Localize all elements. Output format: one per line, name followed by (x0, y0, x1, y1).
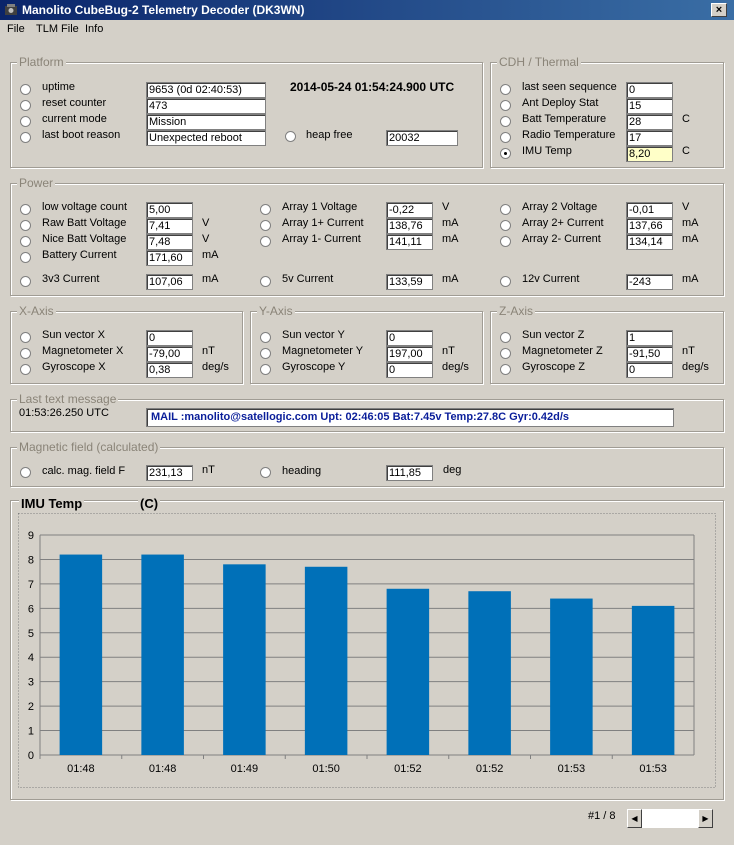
power-array-1-voltage-label: Array 1 Voltage (282, 201, 358, 213)
z-axis-title: Z-Axis (499, 304, 533, 318)
xaxis-gyroscope-x-field[interactable]: 0,38 (146, 362, 193, 378)
page-indicator: #1 / 8 (588, 810, 616, 822)
xaxis-magnetometer-x-radio[interactable] (20, 348, 31, 359)
power-array-2-current-field[interactable]: 134,14 (626, 234, 673, 250)
x-tick-label: 01:53 (639, 763, 667, 775)
title-bar (0, 0, 734, 20)
power-3v3-current-unit: mA (202, 273, 219, 285)
power-12v-current-field[interactable]: -243 (626, 274, 673, 290)
power-array-2-voltage-label: Array 2 Voltage (522, 201, 598, 213)
calc-mag-field-label: calc. mag. field F (42, 465, 126, 477)
bar (305, 567, 348, 755)
y-tick-label: 6 (27, 603, 34, 616)
power-raw-batt-voltage-radio[interactable] (20, 220, 31, 231)
bar (60, 555, 103, 755)
uptime-radio[interactable] (20, 84, 31, 95)
y-axis-title: Y-Axis (259, 304, 293, 318)
scroll-right-button[interactable] (698, 809, 713, 828)
app-icon (4, 3, 18, 16)
x-axis-title: X-Axis (19, 304, 54, 318)
y-tick-label: 2 (27, 701, 34, 714)
x-tick-label: 01:52 (394, 763, 422, 775)
zaxis-gyroscope-z-label: Gyroscope Z (522, 361, 585, 373)
y-tick-label: 4 (27, 652, 34, 665)
power-low-voltage-count-radio[interactable] (20, 204, 31, 215)
cdh-thermal-title: CDH / Thermal (499, 55, 579, 69)
mag-field-title: Magnetic field (calculated) (19, 440, 159, 454)
yaxis-magnetometer-y-unit: nT (442, 345, 455, 357)
bar (387, 589, 430, 755)
zaxis-gyroscope-z-radio[interactable] (500, 364, 511, 375)
power-12v-current-radio[interactable] (500, 276, 511, 287)
xaxis-sun-vector-x-radio[interactable] (20, 332, 31, 343)
scroll-left-button[interactable] (627, 809, 642, 828)
y-tick-label: 3 (27, 676, 34, 689)
calc-mag-field-field[interactable]: 231,13 (146, 465, 193, 481)
zaxis-magnetometer-z-label: Magnetometer Z (522, 345, 603, 357)
xaxis-magnetometer-x-label: Magnetometer X (42, 345, 124, 357)
arrow-left-icon: ◀ (631, 814, 638, 823)
calc-mag-field-unit: nT (202, 464, 215, 476)
arrow-right-icon: ▶ (702, 814, 709, 823)
close-button[interactable]: × (711, 3, 727, 17)
scroll-track[interactable] (642, 809, 698, 828)
y-tick-label: 0 (27, 750, 34, 762)
power-5v-current-field[interactable]: 133,59 (386, 274, 433, 290)
yaxis-sun-vector-y-label: Sun vector Y (282, 329, 345, 341)
power-array-1-voltage-field[interactable]: -0,22 (386, 202, 433, 218)
power-raw-batt-voltage-field[interactable]: 7,41 (146, 218, 193, 234)
power-array-2-current-unit: mA (682, 217, 699, 229)
xaxis-magnetometer-x-unit: nT (202, 345, 215, 357)
power-array-2-voltage-radio[interactable] (500, 204, 511, 215)
x-tick-label: 01:52 (475, 763, 504, 775)
power-raw-batt-voltage-unit: V (202, 217, 210, 229)
ant-deploy-stat-radio[interactable] (500, 100, 511, 111)
radio-temperature-radio[interactable] (500, 132, 511, 143)
imu-temp-label: IMU Temp (522, 145, 572, 157)
yaxis-gyroscope-y-label: Gyroscope Y (282, 361, 346, 373)
bar (468, 591, 511, 755)
heap-free-field[interactable]: 20032 (386, 130, 458, 146)
menu-bar (0, 20, 734, 40)
menu-tlm-file[interactable]: TLM File (36, 23, 79, 35)
batt-temperature-label: Batt Temperature (522, 113, 607, 125)
current-mode-label: current mode (42, 113, 107, 125)
reset-counter-field[interactable]: 473 (146, 98, 266, 114)
xaxis-gyroscope-x-radio[interactable] (20, 364, 31, 375)
power-nice-batt-voltage-field[interactable]: 7,48 (146, 234, 193, 250)
power-array-2-voltage-unit: V (682, 201, 690, 213)
power-battery-current-radio[interactable] (20, 252, 31, 263)
last-seen-sequence-label: last seen sequence (522, 81, 617, 93)
imu-temp-chart (18, 513, 716, 788)
x-tick-label: 01:49 (230, 763, 259, 775)
ant-deploy-stat-label: Ant Deploy Stat (522, 97, 599, 109)
power-3v3-current-field[interactable]: 107,06 (146, 274, 193, 290)
zaxis-gyroscope-z-field[interactable]: 0 (626, 362, 673, 378)
power-array-1-current-field[interactable]: 138,76 (386, 218, 433, 234)
zaxis-sun-vector-z-radio[interactable] (500, 332, 511, 343)
power-array-2-current-label: Array 2+ Current (522, 217, 604, 229)
power-array-1-current-label: Array 1- Current (282, 233, 361, 245)
menu-file[interactable]: File (7, 23, 25, 35)
power-array-1-voltage-unit: V (442, 201, 450, 213)
x-tick-label: 01:48 (148, 763, 177, 775)
zaxis-magnetometer-z-unit: nT (682, 345, 695, 357)
yaxis-magnetometer-y-field[interactable]: 197,00 (386, 346, 433, 362)
power-array-1-current-label: Array 1+ Current (282, 217, 364, 229)
heading-radio[interactable] (260, 467, 271, 478)
zaxis-gyroscope-z-unit: deg/s (682, 361, 709, 373)
power-array-2-current-radio[interactable] (500, 220, 511, 231)
x-tick-label: 01:50 (312, 763, 340, 775)
reset-counter-label: reset counter (42, 97, 107, 109)
yaxis-magnetometer-y-label: Magnetometer Y (282, 345, 364, 357)
platform-title: Platform (19, 55, 64, 69)
power-3v3-current-label: 3v3 Current (42, 273, 100, 285)
bar (632, 606, 675, 755)
zaxis-sun-vector-z-label: Sun vector Z (522, 329, 585, 341)
imu-temp-unit: C (682, 145, 690, 157)
bar (141, 555, 184, 755)
power-array-1-voltage-radio[interactable] (260, 204, 271, 215)
power-5v-current-radio[interactable] (260, 276, 271, 287)
yaxis-sun-vector-y-radio[interactable] (260, 332, 271, 343)
last-message-title: Last text message (19, 392, 117, 406)
bar (550, 599, 593, 755)
y-tick-label: 9 (27, 530, 34, 542)
y-tick-label: 5 (27, 627, 34, 640)
heap-free-radio[interactable] (285, 131, 296, 142)
heading-field[interactable]: 111,85 (386, 465, 433, 481)
current-mode-field[interactable]: Mission (146, 114, 266, 130)
y-tick-label: 7 (27, 578, 34, 591)
chart-unit-label: (C) (140, 496, 159, 511)
xaxis-sun-vector-x-field[interactable]: 0 (146, 330, 193, 346)
power-array-2-voltage-field[interactable]: -0,01 (626, 202, 673, 218)
power-3v3-current-radio[interactable] (20, 276, 31, 287)
last-seen-sequence-radio[interactable] (500, 84, 511, 95)
radio-temperature-field[interactable]: 17 (626, 130, 673, 146)
heading-label: heading (282, 465, 322, 477)
power-array-2-current-radio[interactable] (500, 236, 511, 247)
chart-border (19, 514, 716, 788)
imu-temp-field[interactable]: 8,20 (626, 146, 673, 162)
power-array-1-current-unit: mA (442, 233, 459, 245)
heading-unit: deg (443, 464, 462, 476)
x-tick-label: 01:53 (557, 763, 586, 775)
current-mode-radio[interactable] (20, 116, 31, 127)
power-array-1-current-radio[interactable] (260, 220, 271, 231)
menu-info[interactable]: Info (85, 23, 104, 35)
last-boot-reason-field[interactable]: Unexpected reboot (146, 130, 266, 146)
batt-temperature-field[interactable]: 28 (626, 114, 673, 130)
power-array-1-current-field[interactable]: 141,11 (386, 234, 433, 250)
radio-temperature-label: Radio Temperature (522, 129, 616, 141)
power-5v-current-label: 5v Current (282, 273, 334, 285)
last-message-text[interactable]: MAIL :manolito@satellogic.com Upt: 02:46:05 Bat:7.45v Temp:27.8C Gyr:0.42d/s (146, 408, 674, 427)
xaxis-gyroscope-x-unit: deg/s (202, 361, 229, 373)
power-12v-current-label: 12v Current (522, 273, 580, 285)
telemetry-timestamp: 2014-05-24 01:54:24.900 UTC (290, 80, 455, 94)
power-low-voltage-count-field[interactable]: 5,00 (146, 202, 193, 218)
power-battery-current-label: Battery Current (42, 249, 117, 261)
yaxis-gyroscope-y-radio[interactable] (260, 364, 271, 375)
last-message-time: 01:53:26.250 UTC (19, 407, 109, 419)
power-nice-batt-voltage-radio[interactable] (20, 236, 31, 247)
power-title: Power (19, 176, 54, 190)
last-boot-reason-label: last boot reason (42, 129, 121, 141)
y-tick-label: 8 (27, 554, 34, 567)
yaxis-sun-vector-y-field[interactable]: 0 (386, 330, 433, 346)
ant-deploy-stat-field[interactable]: 15 (626, 98, 673, 114)
batt-temperature-radio[interactable] (500, 116, 511, 127)
imu-temp-radio[interactable] (500, 148, 511, 159)
power-nice-batt-voltage-label: Nice Batt Voltage (42, 233, 127, 245)
zaxis-sun-vector-z-field[interactable]: 1 (626, 330, 673, 346)
power-array-2-current-unit: mA (682, 233, 699, 245)
window-title: Manolito CubeBug-2 Telemetry Decoder (DK3WN) (22, 3, 305, 17)
uptime-label: uptime (42, 81, 76, 93)
xaxis-magnetometer-x-field[interactable]: -79,00 (146, 346, 193, 362)
power-5v-current-unit: mA (442, 273, 459, 285)
yaxis-gyroscope-y-unit: deg/s (442, 361, 469, 373)
x-tick-label: 01:48 (67, 763, 95, 775)
power-low-voltage-count-label: low voltage count (42, 201, 127, 213)
power-array-2-current-label: Array 2- Current (522, 233, 601, 245)
power-12v-current-unit: mA (682, 273, 699, 285)
power-array-1-current-unit: mA (442, 217, 459, 229)
power-array-2-current-field[interactable]: 137,66 (626, 218, 673, 234)
xaxis-sun-vector-x-label: Sun vector X (42, 329, 105, 341)
yaxis-magnetometer-y-radio[interactable] (260, 348, 271, 359)
power-battery-current-unit: mA (202, 249, 219, 261)
last-seen-sequence-field[interactable]: 0 (626, 82, 673, 98)
power-raw-batt-voltage-label: Raw Batt Voltage (42, 217, 127, 229)
uptime-field[interactable]: 9653 (0d 02:40:53) (146, 82, 266, 98)
batt-temperature-unit: C (682, 113, 690, 125)
yaxis-gyroscope-y-field[interactable]: 0 (386, 362, 433, 378)
power-battery-current-field[interactable]: 171,60 (146, 250, 193, 266)
y-tick-label: 1 (27, 725, 34, 738)
power-nice-batt-voltage-unit: V (202, 233, 210, 245)
chart-title: IMU Temp (21, 496, 83, 511)
power-array-1-current-radio[interactable] (260, 236, 271, 247)
bar (223, 564, 266, 755)
last-boot-reason-radio[interactable] (20, 132, 31, 143)
xaxis-gyroscope-x-label: Gyroscope X (42, 361, 106, 373)
zaxis-magnetometer-z-radio[interactable] (500, 348, 511, 359)
zaxis-magnetometer-z-field[interactable]: -91,50 (626, 346, 673, 362)
reset-counter-radio[interactable] (20, 100, 31, 111)
calc-mag-field-radio[interactable] (20, 467, 31, 478)
heap-free-label: heap free (306, 129, 353, 141)
